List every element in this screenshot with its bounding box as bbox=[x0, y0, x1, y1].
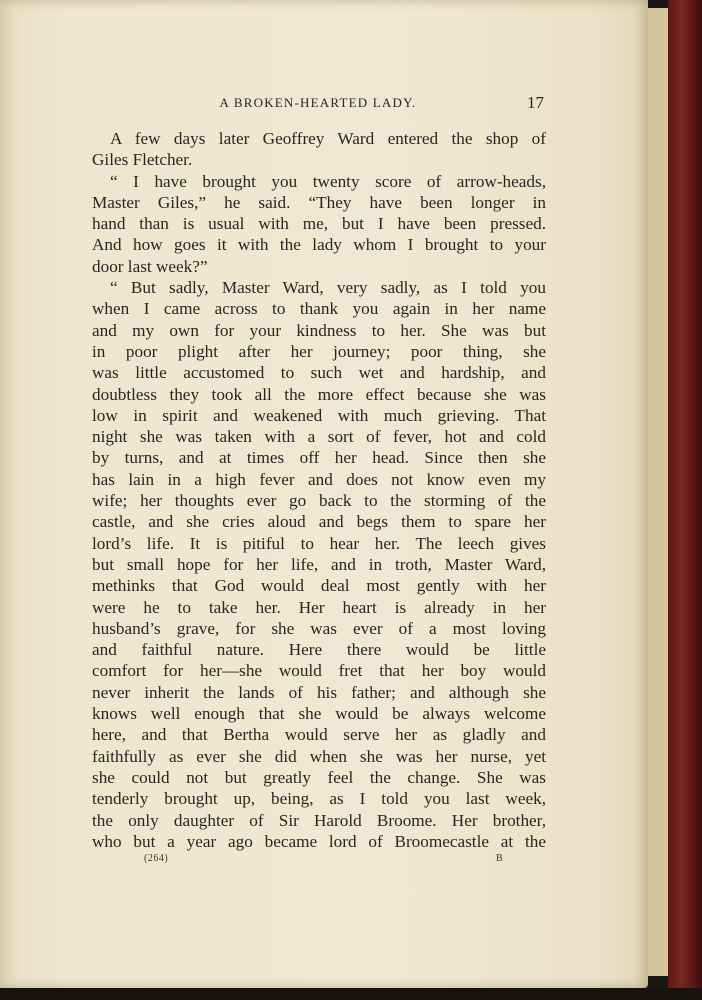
text-line: and my own for your kindness to her. She was but bbox=[92, 320, 546, 340]
body-text bbox=[92, 128, 546, 852]
text-line: was little accustomed to such wet and hardship, and bbox=[92, 363, 546, 383]
running-title: A BROKEN-HEARTED LADY. bbox=[219, 95, 417, 110]
text-line: here, and that Bertha would serve her as gladly and bbox=[92, 725, 546, 745]
page-edges bbox=[648, 8, 669, 976]
text-line: lord’s life. It is pitiful to hear her. The leech gives bbox=[92, 533, 546, 553]
text-line: “ I have brought you twenty score of arrow-heads, bbox=[110, 171, 546, 191]
text-line: husband’s grave, for she was ever of a most loving bbox=[92, 618, 546, 638]
text-line: “ But sadly, Master Ward, very sadly, as I told you bbox=[110, 278, 546, 298]
text-line: has lain in a high fever and does not know even my bbox=[92, 469, 546, 489]
page-header bbox=[92, 93, 544, 115]
print-code: (264) bbox=[144, 853, 169, 864]
text-line: tenderly brought up, being, as I told you last week, bbox=[92, 789, 546, 809]
text-line: were he to take her. Her heart is already in her bbox=[92, 597, 546, 617]
page-footer bbox=[92, 853, 546, 869]
text-line: and faithful nature. Here there would be little bbox=[92, 640, 546, 660]
text-line: low in spirit and weakened with much grieving. That bbox=[92, 405, 546, 425]
text-line: Master Giles,” he said. “They have been longer in bbox=[92, 192, 546, 212]
text-line: night she was taken with a sort of fever, hot and cold bbox=[92, 427, 546, 447]
text-line: by turns, and at times off her head. Since then she bbox=[92, 448, 546, 468]
text-line: when I came across to thank you again in her name bbox=[92, 299, 546, 319]
text-line: who but a year ago became lord of Broomecastle at the bbox=[92, 831, 546, 851]
text-line: A few days later Geoffrey Ward entered the shop of bbox=[110, 129, 546, 148]
text-line: she could not but greatly feel the change. She was bbox=[92, 767, 546, 787]
text-line: door last week?” bbox=[92, 256, 208, 276]
text-line: the only daughter of Sir Harold Broome. Her brother, bbox=[92, 810, 546, 830]
text-line: but small hope for her life, and in troth, Master Ward, bbox=[92, 554, 546, 574]
text-line: comfort for her—she would fret that her boy would bbox=[92, 661, 546, 681]
text-line: wife; her thoughts ever go back to the storming of the bbox=[92, 491, 546, 511]
text-line: methinks that God would deal most gently with her bbox=[92, 576, 546, 596]
background-shadow bbox=[0, 988, 702, 1000]
text-line: never inherit the lands of his father; and although she bbox=[92, 682, 546, 702]
book-binding bbox=[668, 0, 702, 1000]
text-line: castle, and she cries aloud and begs them to spare her bbox=[92, 512, 546, 532]
text-line: And how goes it with the lady whom I brought to your bbox=[92, 235, 546, 255]
signature-mark: B bbox=[496, 853, 503, 864]
text-line: Giles Fletcher. bbox=[92, 150, 193, 170]
text-line: doubtless they took all the more effect because she was bbox=[92, 384, 546, 404]
text-line: in poor plight after her journey; poor thing, she bbox=[92, 341, 546, 361]
text-line: hand than is usual with me, but I have been pressed. bbox=[92, 214, 546, 234]
text-line: knows well enough that she would be always welcome bbox=[92, 704, 546, 724]
text-line: faithfully as ever she did when she was her nurse, yet bbox=[92, 746, 546, 766]
page-number: 17 bbox=[527, 93, 544, 112]
